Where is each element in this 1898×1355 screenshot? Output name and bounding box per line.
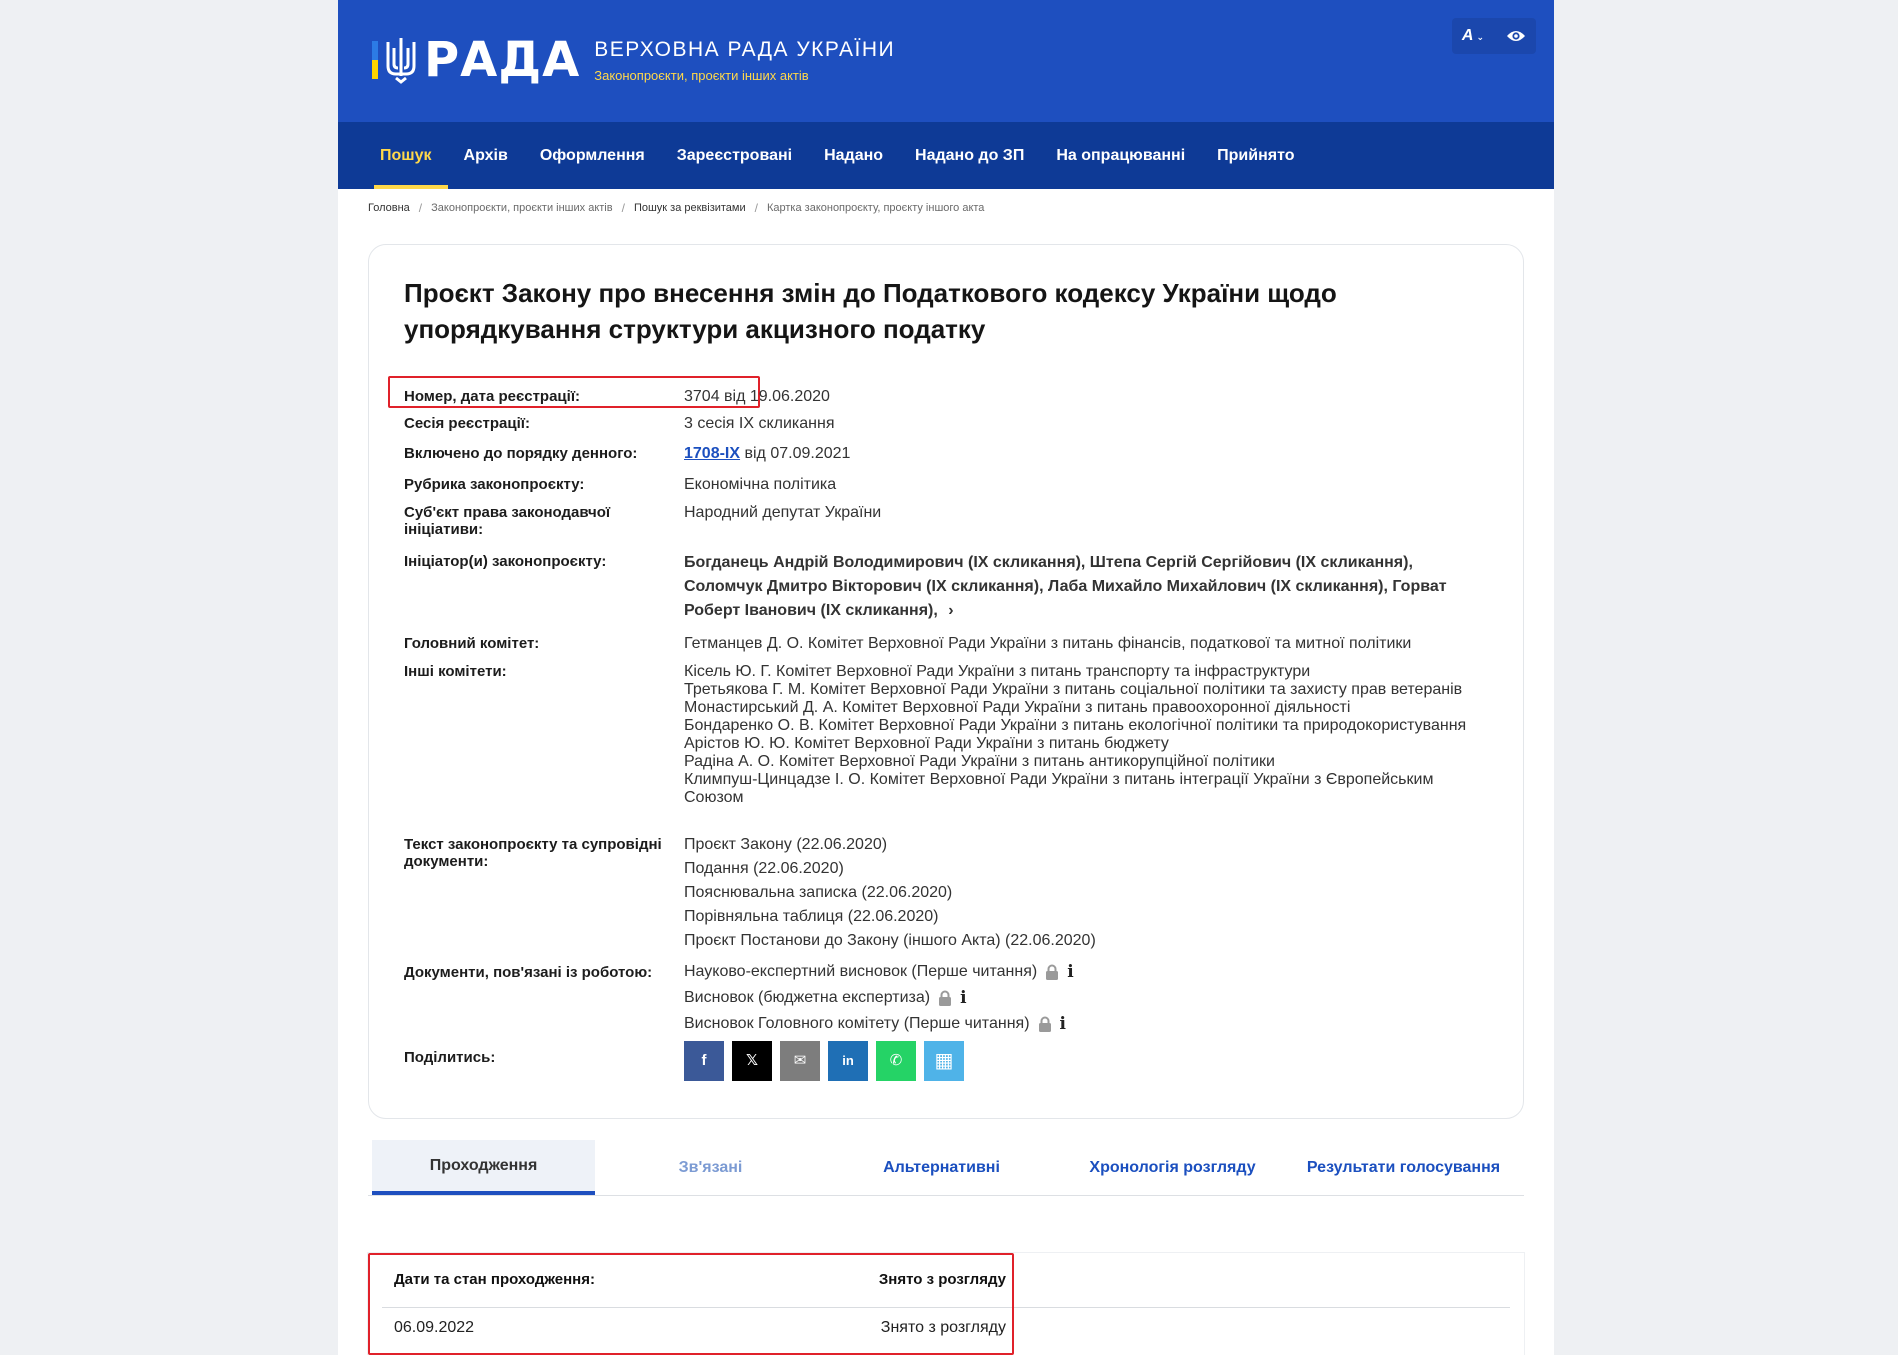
related-item-label: Висновок Головного комітету (Перше читання) [684,1015,1030,1032]
status-date: 06.09.2022 [394,1319,475,1336]
breadcrumb-separator: / [754,201,758,215]
site-title: ВЕРХОВНА РАДА УКРАЇНИ [594,37,896,61]
highlight-box [368,1253,1014,1355]
agenda-row [404,445,1494,463]
font-size-button[interactable] [1462,27,1484,45]
doc-link[interactable]: Подання (22.06.2020) [684,860,844,877]
main-committee-label: Головний комітет: [404,635,540,652]
tab-alternative[interactable]: Альтернативні [883,1158,1000,1176]
bill-tabs [368,1140,1524,1196]
tab-voting-results[interactable]: Результати голосування [1306,1158,1501,1176]
initiators-value: Богданець Андрій Володимирович (IX скликання), Штепа Сергій Сергійович (IX скликання), Соломчук Дмитро Вікторович (IX скликання), Лаба Михайло Михайлович (IX скликання), Горват Роберт Іванович (IX скликання), [684,554,1447,619]
main-committee-value: Гетманцев Д. О. Комітет Верховної Ради України з питань фінансів, податкової та митної політики [684,635,1412,652]
font-size-label: A [1461,27,1474,44]
subject-value: Народний депутат України [684,504,882,521]
subject-row [404,504,1494,538]
chevron-down-icon: ⌄ [1476,32,1484,42]
related-item [684,1011,1494,1037]
breadcrumb [368,201,984,215]
committee-item: Кісель Ю. Г. Комітет Верховної Ради України з питань транспорту та інфраструктури [684,663,1311,680]
committee-item: Бондаренко О. В. Комітет Верховної Ради України з питань екологічної політики та природокористування [684,717,1467,734]
status-header-value: Знято з розгляду [878,1271,1006,1288]
x-twitter-icon[interactable]: 𝕏 [732,1041,772,1081]
docs-label: Текст законопроєкту та супровідні документи: [404,836,662,870]
related-item-label: Науково-експертний висновок (Перше читання) [684,963,1038,980]
site-subtitle: Законопроєкти, проєкти інших актів [594,67,809,83]
rubric-label: Рубрика законопроєкту: [404,476,585,493]
committee-item: Арістов Ю. Ю. Комітет Верховної Ради України з питань бюджету [684,735,1169,752]
info-icon[interactable]: i [960,988,967,1008]
site-header [338,0,1554,122]
nav-item-provided-zp[interactable]: Надано до ЗП [915,146,1025,164]
doc-link[interactable]: Проєкт Закону (22.06.2020) [684,836,888,853]
bill-title: Проєкт Закону про внесення змін до Податкового кодексу України щодо упорядкування структури акцизного податку [404,278,1337,344]
reg-label: Номер, дата реєстрації: [404,388,581,405]
nav-item-drafting[interactable]: Оформлення [539,146,645,164]
related-item-label: Висновок (бюджетна експертиза) [684,989,931,1006]
subject-label: Суб'єкт права законодавчої ініціативи: [404,504,611,538]
logo-text [594,38,895,83]
breadcrumb-current: Картка законопроєкту, проєкту іншого акта [766,202,985,214]
share-buttons [684,1041,1494,1081]
session-row [404,415,1494,433]
breadcrumb-search[interactable]: Пошук за реквізитами [633,202,746,214]
related-item [684,985,1494,1011]
initiators-row [404,553,1494,623]
page [338,0,1554,1355]
logo-word: РАДА [424,32,581,88]
eye-icon[interactable] [1506,29,1526,43]
tab-related[interactable]: Зв'язані [678,1158,743,1176]
session-label: Сесія реєстрації: [404,415,530,432]
docs-list [684,833,1494,953]
breadcrumb-separator: / [418,201,423,215]
share-label: Поділитись: [404,1049,496,1066]
site-logo[interactable] [372,32,896,88]
breadcrumb-home[interactable]: Головна [368,202,410,214]
main-committee-row [404,635,1494,653]
expand-chevron-icon[interactable]: › [948,602,954,619]
agenda-link[interactable]: 1708-IX [684,445,741,462]
committee-item: Третьякова Г. М. Комітет Верховної Ради України з питань соціальної політики та захисту прав ветеранів [684,681,1463,698]
bill-card [368,244,1524,1119]
nav-item-registered[interactable]: Зареєстровані [676,146,793,164]
email-icon[interactable]: ✉ [780,1041,820,1081]
agenda-label: Включено до порядку денного: [404,445,638,462]
share-row [404,1049,1494,1081]
accessibility-tools [1452,18,1536,54]
doc-link[interactable]: Порівняльна таблиця (22.06.2020) [684,908,939,925]
related-list [684,959,1494,1037]
trident-icon [384,36,418,84]
nav-item-processing[interactable]: На опрацюванні [1056,146,1186,164]
committee-item: Радіна А. О. Комітет Верховної Ради України з питань антикорупційної політики [684,753,1275,770]
nav-item-search[interactable]: Пошук [364,122,448,189]
breadcrumb-separator: / [621,201,625,215]
main-nav [338,122,1554,189]
lock-icon [1038,1016,1052,1032]
tab-chronology[interactable]: Хронологія розгляду [1089,1158,1256,1176]
info-icon[interactable]: i [1059,1014,1066,1034]
nav-item-archive[interactable]: Архів [463,146,508,164]
reg-row [404,388,1494,406]
other-committees-label: Інші комітети: [404,663,507,680]
linkedin-icon[interactable]: in [828,1041,868,1081]
rubric-row [404,476,1494,494]
related-item [684,959,1494,985]
rubric-value: Економічна політика [684,476,837,493]
status-value: Знято з розгляду [880,1319,1006,1336]
status-header-label: Дати та стан проходження: [394,1271,595,1288]
related-label: Документи, пов'язані із роботою: [404,964,653,981]
breadcrumb-bills[interactable]: Законопроєкти, проєкти інших актів [431,202,613,214]
info-icon[interactable]: i [1067,962,1074,982]
doc-link[interactable]: Проєкт Постанови до Закону (іншого Акта) (22.06.2020) [684,932,1096,949]
facebook-icon[interactable]: f [684,1041,724,1081]
session-value: 3 сесія IX скликання [684,415,835,432]
related-row [404,964,1494,1037]
other-committees-row [404,663,1494,807]
nav-item-adopted[interactable]: Прийнято [1217,146,1295,164]
agenda-date: від 07.09.2021 [740,445,851,462]
committee-item: Климпуш-Цинцадзе І. О. Комітет Верховної Ради України з питань інтеграції України з Європейським Союзом [684,771,1434,806]
reg-value: 3704 від 19.06.2020 [684,388,830,405]
whatsapp-icon[interactable]: ✆ [876,1041,916,1081]
tab-progress[interactable]: Проходження [372,1140,595,1195]
status-table [368,1253,1524,1355]
other-committees-list [684,663,1494,807]
lock-icon [1045,964,1059,980]
committee-item: Монастирський Д. А. Комітет Верховної Ради України з питань правоохоронної діяльності [684,699,1351,716]
initiators-label: Ініціатор(и) законопроєкту: [404,553,607,570]
doc-link[interactable]: Пояснювальна записка (22.06.2020) [684,884,953,901]
nav-item-provided[interactable]: Надано [824,146,884,164]
flag-icon [372,41,378,79]
docs-row [404,836,1494,953]
lock-icon [938,990,952,1006]
qr-code-icon[interactable]: ▦ [924,1041,964,1081]
